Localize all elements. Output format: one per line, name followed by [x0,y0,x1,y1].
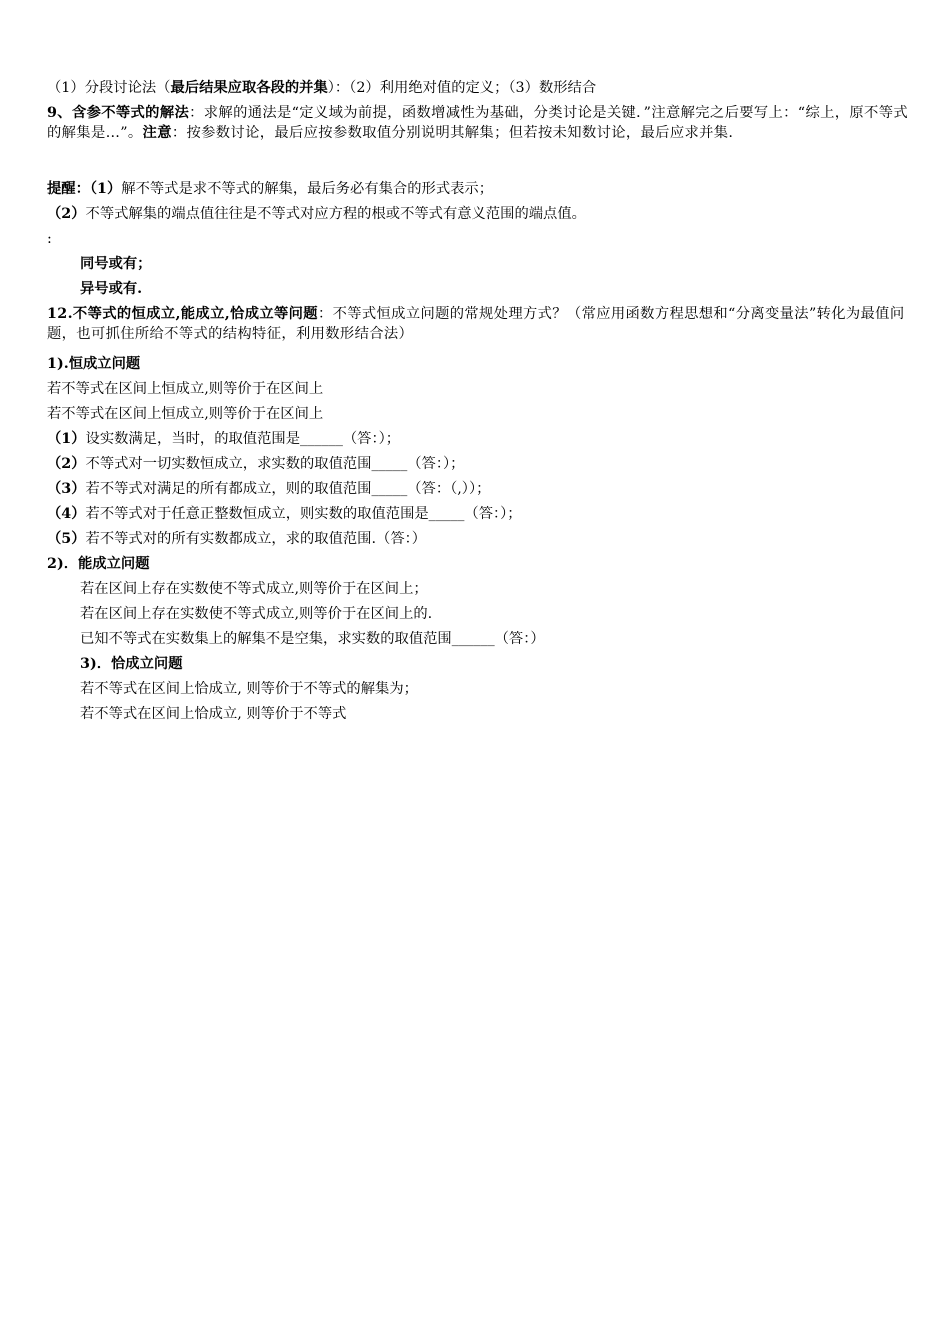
item-number: （4） [47,506,86,522]
text: 若不等式对满足的所有都成立，则的取值范围_____（答：（,））； [85,481,491,497]
reminder-line-2 [47,204,586,224]
text: ：不等式恒成立问题的常规处理方式？（常应用函数方程思想和“分离变量法”转化为最值问题，也可抓住所给不等式的结构特征，利用数形结合法） [47,306,905,342]
bold-text: 异号或有. [80,281,143,297]
text-line: 若不等式在区间上恒成立,则等价于在区间上 [47,406,324,422]
item-number: （1） [47,431,86,447]
bold-text: 最后结果应取各段的并集 [170,80,328,96]
note-label: 注意 [142,125,172,141]
subsection-1-heading [47,354,140,374]
exercise-5 [47,529,426,549]
text-line: 若在区间上存在实数使不等式成立,则等价于在区间上的. [80,606,433,622]
bold-text: 1).恒成立问题 [47,356,141,372]
colon-line: : [47,231,52,247]
text: ：按参数讨论，最后应按参数取值分别说明其解集；但若按未知数讨论，最后应求并集. [171,125,734,141]
exercise-1 [47,429,400,449]
text: 解不等式是求不等式的解集，最后务必有集合的形式表示； [121,181,494,197]
text-line: 若在区间上存在实数使不等式成立,则等价于在区间上； [80,581,428,597]
text-line: 若不等式在区间上恰成立, 则等价于不等式的解集为； [80,681,418,697]
section-9-paragraph [47,103,909,143]
reminder-line-1 [47,179,493,199]
text: 设实数满足，当时，的取值范围是______（答：）； [85,431,401,447]
item-number: （3） [47,481,86,497]
line-segmented-method [47,78,596,98]
text: 若不等式对的所有实数都成立，求的取值范围.（答：） [85,531,427,547]
bold-text: 2)．能成立问题 [47,556,150,572]
section-12-heading: 12.不等式的恒成立,能成立,恰成立等问题 [47,306,318,322]
section-9-heading: 9、含参不等式的解法 [47,105,190,121]
item-number: （2） [47,206,86,222]
text: 若不等式对于任意正整数恒成立，则实数的取值范围是_____（答：）； [85,506,522,522]
exercise-4 [47,504,522,524]
item-number: （5） [47,531,86,547]
text: 不等式对一切实数恒成立，求实数的取值范围_____（答：）； [85,456,465,472]
section-12-paragraph [47,304,909,344]
text-line: 若不等式在区间上恰成立, 则等价于不等式 [80,706,347,722]
exercise-3 [47,479,490,499]
text: 不等式解集的端点值往往是不等式对应方程的根或不等式有意义范围的端点值。 [85,206,586,222]
text: ：求解的通法是“定义域为前提，函数增减性为基础，分类讨论是关键．”注意解完之后要写上：“综上，原不等式的解集是…”。 [47,105,908,141]
item-number: （2） [47,456,86,472]
subsection-3-heading [80,654,183,674]
exercise-nonempty: 已知不等式在实数集上的解集不是空集，求实数的取值范围______（答：） [80,631,545,647]
opposite-sign-line [80,279,142,299]
text: （1）分段讨论法（ [47,80,171,96]
reminder-label: 提醒：（1） [47,181,122,197]
text-line: 若不等式在区间上恒成立,则等价于在区间上 [47,381,324,397]
text: ）：（2）利用绝对值的定义；（3）数形结合 [327,80,597,96]
bold-text: 同号或有； [80,256,152,272]
subsection-2-heading [47,554,150,574]
same-sign-line [80,254,151,274]
exercise-2 [47,454,464,474]
bold-text: 3)．恰成立问题 [80,656,183,672]
